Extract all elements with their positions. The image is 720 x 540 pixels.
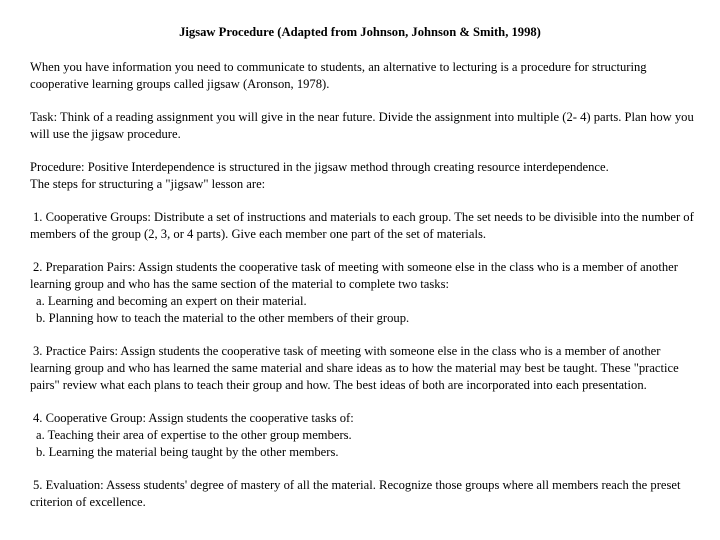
step-3-text: 3. Practice Pairs: Assign students the cooperative task of meeting with someone else in the class who is a member of another learning group and who has learned the same material and share ideas as to how the material may best be taught. These "practice pairs" review what each plans to teach their group and how. The best ideas of both are incorporated into each presentation. bbox=[30, 344, 679, 392]
step-1-cooperative-groups bbox=[30, 209, 702, 243]
step-2-sub-b: b. Planning how to teach the material to the other members of their group. bbox=[36, 311, 410, 325]
task-paragraph: Task: Think of a reading assignment you will give in the near future. Divide the assignment into multiple (2- 4) parts. Plan how you will use the jigsaw procedure. bbox=[30, 110, 694, 141]
step-4-sub-a: a. Teaching their area of expertise to the other group members. bbox=[36, 428, 352, 442]
procedure-line-1: Procedure: Positive Interdependence is structured in the jigsaw method through creating resource interdependence. bbox=[30, 160, 609, 174]
step-4-text: 4. Cooperative Group: Assign students the cooperative tasks of: bbox=[33, 411, 354, 425]
step-2-sub-a: a. Learning and becoming an expert on their material. bbox=[36, 294, 307, 308]
step-4-cooperative-group bbox=[30, 410, 702, 461]
step-2-text: 2. Preparation Pairs: Assign students the cooperative task of meeting with someone else in the class who is a member of another learning group and who has the same section of the material to complete two tasks: bbox=[30, 260, 678, 291]
procedure-line-2: The steps for structuring a "jigsaw" lesson are: bbox=[30, 177, 266, 191]
step-3-practice-pairs bbox=[30, 343, 702, 394]
step-1-text: 1. Cooperative Groups: Distribute a set of instructions and materials to each group. The set needs to be divisible into the number of members of the group (2, 3, or 4 parts). Give each member one part of the set of materials. bbox=[30, 210, 694, 241]
document-body bbox=[30, 59, 702, 527]
intro-paragraph: When you have information you need to communicate to students, an alternative to lecturing is a procedure for structuring cooperative learning groups called jigsaw (Aronson, 1978). bbox=[30, 60, 647, 91]
procedure-paragraph bbox=[30, 159, 702, 193]
document-title: Jigsaw Procedure (Adapted from Johnson, Johnson & Smith, 1998) bbox=[179, 25, 541, 39]
step-5-text: 5. Evaluation: Assess students' degree of mastery of all the material. Recognize those groups where all members reach the preset criterion of excellence. bbox=[30, 478, 681, 509]
step-4-sub-b: b. Learning the material being taught by the other members. bbox=[36, 445, 339, 459]
step-2-preparation-pairs bbox=[30, 259, 702, 327]
step-5-evaluation bbox=[30, 477, 702, 511]
